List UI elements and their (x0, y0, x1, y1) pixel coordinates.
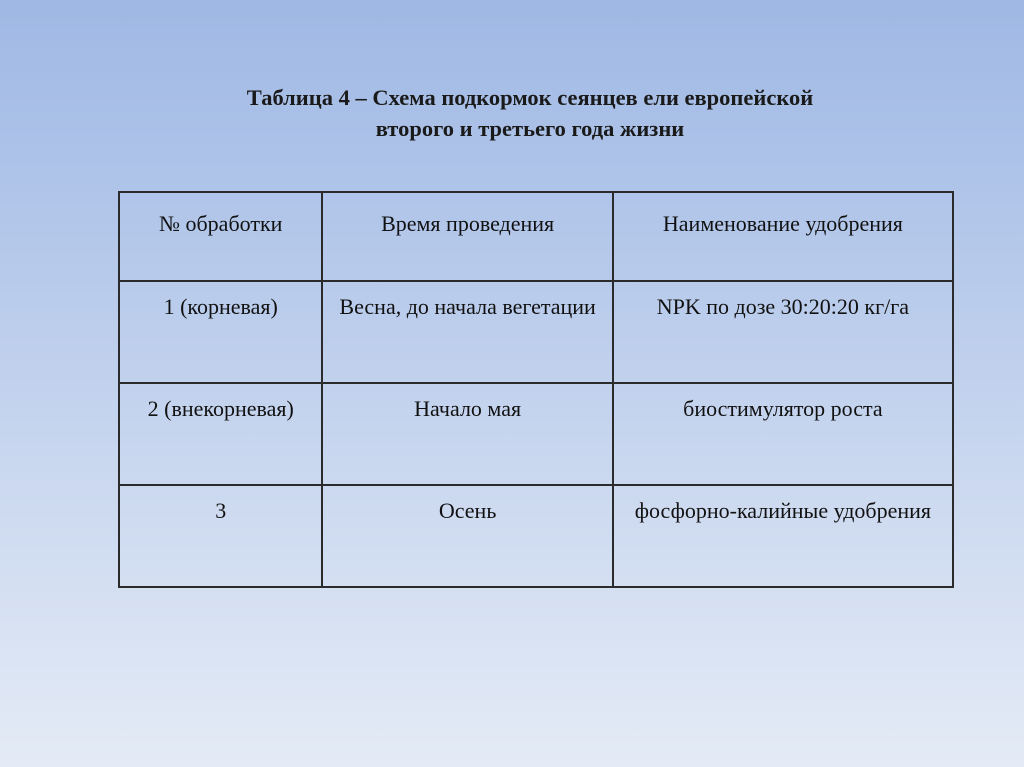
cell-treatment-number: 3 (119, 485, 322, 587)
cell-treatment-number: 2 (внекорневая) (119, 383, 322, 485)
cell-fertilizer-name: фосфорно-калийные удобрения (613, 485, 953, 587)
cell-timing: Начало мая (322, 383, 612, 485)
cell-fertilizer-name: NPK по дозе 30:20:20 кг/га (613, 281, 953, 383)
header-treatment-number: № обработки (119, 192, 322, 281)
cell-fertilizer-name: биостимулятор роста (613, 383, 953, 485)
table-header-row (119, 192, 953, 281)
header-timing: Время проведения (322, 192, 612, 281)
cell-timing: Весна, до начала вегетации (322, 281, 612, 383)
cell-treatment-number: 1 (корневая) (119, 281, 322, 383)
table-caption (100, 82, 960, 144)
table-row (119, 383, 953, 485)
caption-line-2: второго и третьего года жизни (375, 116, 685, 141)
table-row (119, 485, 953, 587)
fertilization-table (118, 191, 954, 588)
caption-line-1: Таблица 4 – Схема подкормок сеянцев ели европейской (246, 85, 814, 110)
cell-timing: Осень (322, 485, 612, 587)
header-fertilizer-name: Наименование удобрения (613, 192, 953, 281)
table-row (119, 281, 953, 383)
